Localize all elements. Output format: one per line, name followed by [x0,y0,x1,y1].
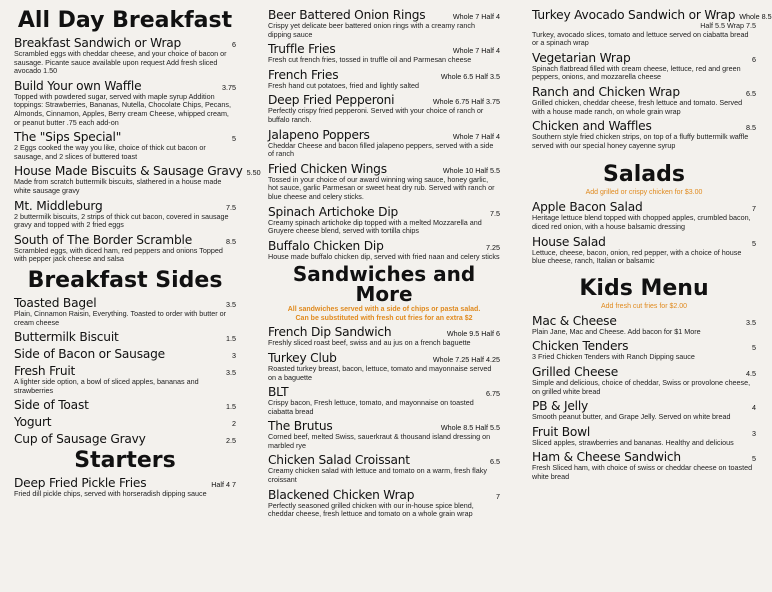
menu-item [268,325,500,348]
menu-item-name: Build Your own Waffle [14,78,142,93]
menu-item-row [268,68,500,82]
sides-list [14,296,236,446]
menu-item-row [14,79,236,93]
menu-item-price: 6.75 [486,389,500,399]
menu-item-row [532,314,756,328]
menu-item-row [532,119,756,133]
menu-item-name: Spinach Artichoke Dip [268,204,399,219]
menu-item-price: 2.5 [226,436,236,446]
menu-item [14,296,236,327]
breakfast-title: All Day Breakfast [17,8,233,33]
menu-item-description: Simple and delicious, choice of cheddar, Swiss or provolone cheese, on grilled white bread [532,377,751,396]
menu-item-name: Chicken Tenders [532,339,629,354]
menu-item-row [268,205,500,219]
menu-item-price: Half 4 7 [211,480,236,490]
menu-item-name: Buffalo Chicken Dip [268,238,384,253]
menu-item-price: 3.5 [226,299,236,309]
menu-item-description: A lighter side option, a bowl of sliced apples, bananas and strawberries [14,377,199,395]
menu-item-name: Breakfast Sandwich or Wrap [14,36,182,50]
menu-item-description: Tossed in your choice of our award winning wing sauce, honey garlic, hot sauce, garlic Parmesan or sweet heat dry rub. Served with ranch or blue cheese and celery sticks. [268,174,495,201]
menu-item-description: 3 Fried Chicken Tenders with Ranch Dipping sauce [532,352,695,362]
menu-item-description: Fresh Sliced ham, with choice of swiss or cheddar cheese on toasted white bread [532,463,753,481]
menu-item-row [14,233,236,247]
menu-item-name: Deep Fried Pepperoni [268,93,395,108]
menu-item-price: 6.5 [746,88,756,98]
menu-item-name: French Dip Sandwich [268,325,392,340]
menu-item-price: Whole 8.5 Half 5.5 [440,423,500,433]
menu-item [268,162,500,202]
menu-item-description: Fried dill pickle chips, served with horseradish dipping sauce [14,489,207,499]
menu-item [14,79,236,127]
sides-title: Breakfast Sides [27,267,223,293]
menu-item [268,205,500,236]
menu-item [532,314,756,337]
menu-item-row [14,432,236,446]
column-right [532,8,772,484]
menu-item [532,85,756,116]
sandwiches-note-sides: All sandwiches served with a side of chips or pasta salad. [287,306,481,314]
menu-item-row [14,415,236,429]
menu-item-description: Corned beef, melted Swiss, sauerkraut & thousand island dressing on marbled rye [268,432,491,450]
menu-item-price: Whole 10 Half 5.5 [442,165,500,175]
menu-item-price: 3.5 [746,317,756,327]
menu-item-name: Turkey Avocado Sandwich or Wrap [532,8,736,22]
menu-item [268,239,500,262]
menu-item-description: Smooth peanut butter, and Grape Jelly. Served on white bread [532,412,731,422]
menu-item-name: Fried Chicken Wings [268,161,387,176]
menu-item-name: Side of Bacon or Sausage [14,347,165,362]
menu-item-name: Apple Bacon Salad [532,200,643,215]
menu-item-description: Perfectly seasoned grilled chicken with our in-house spice blend, cheddar cheese, fresh lettuce and tomato on a whole grain wrap [268,500,474,519]
menu-item-name: Mt. Middleburg [14,198,103,213]
menu-item-description: 2 buttermilk biscuits, 2 strips of thick cut bacon, covered in sausage gravy and topped with 2 fried eggs [14,211,229,230]
menu-item-name: Grilled Cheese [532,364,618,379]
menu-item-row [532,8,772,22]
menu-item-description: Scrambled eggs, with diced ham, red peppers and onions Topped with pepper jack cheese and salsa [14,245,223,264]
sandwiches-list-a [268,325,500,519]
menu-item-price: 5 [232,134,236,144]
menu-item [14,364,236,395]
column-left [14,8,261,502]
menu-item [14,398,236,412]
menu-item-name: PB & Jelly [532,399,589,414]
menu-item-description: 2 Eggs cooked the way you like, choice of thick cut bacon or sausage, and 2 slices of buttered toast [14,143,206,161]
menu-item-description: Lettuce, cheese, bacon, onion, red pepper, with a choice of house blue cheese, ranch, Italian or balsamic [532,247,742,266]
menu-item [268,419,500,450]
menu-item-price: Whole 6.5 Half 3.5 [440,71,500,81]
menu-item [14,199,236,230]
menu-item-row [532,85,756,99]
menu-item-description: Perfectly crispy fried pepperoni. Served with your choice of ranch or buffalo ranch. [268,106,484,124]
menu-item-price: 6.5 [490,457,500,467]
menu-item-description: Creamy spinach artichoke dip topped with a melted Mozzarella and Gruyere cheese blend, served with tortilla chips [268,217,482,236]
menu-item [532,399,756,422]
menu-item-name: The Brutus [268,419,333,434]
menu-item-description: Plain, Cinnamon Raisin, Everything. Toasted to order with butter or cream cheese [14,308,227,327]
menu-item-row [14,330,236,344]
menu-item-description: Turkey, avocado slices, tomato and lettuce served on ciabatta bread or a spinach wrap [532,29,749,48]
menu-item-row [532,339,756,353]
menu-item-name: Toasted Bagel [14,295,97,310]
menu-item-row [268,385,500,399]
menu-item-name: Deep Fried Pickle Fries [14,476,147,491]
menu-item-description: Spinach flatbread filled with cream cheese, lettuce, red and green peppers, onions, and mozzarella cheese [532,63,741,82]
menu-item-name: Blackened Chicken Wrap [268,487,415,502]
menu-item-price: 6 [232,40,236,49]
menu-item-name: Yogurt [14,415,52,430]
menu-item-name: House Salad [532,234,606,249]
menu-item [268,351,500,382]
menu-item-row [14,296,236,310]
menu-item-description: Roasted turkey breast, bacon, lettuce, tomato and mayonnaise served on a baguette [268,363,492,382]
menu-item-price: 4 [752,403,756,413]
menu-item-row [268,93,500,107]
menu-item-price: 3.5 [226,368,236,378]
menu-item-row [268,325,500,339]
menu-item-price: Whole 8.5 [739,12,772,21]
menu-item [268,385,500,416]
menu-item-row [532,399,756,413]
menu-item-row [14,398,236,412]
menu-item-price: 8.5 [226,236,236,246]
menu-item-description: Made from scratch buttermilk biscuits, slathered in a house made white sausage gravy [14,177,222,195]
menu-item [14,130,236,161]
menu-item [268,93,500,124]
menu-item-description: Sliced apples, strawberries and bananas. Healthy and delicious [532,437,734,447]
menu-item-name: French Fries [268,67,339,82]
menu-item [532,450,756,481]
salads-title: Salads [603,162,685,188]
menu-item-row [14,476,236,490]
menu-item-description: Crispy yet delicate beer battered onion rings with a creamy ranch dipping sauce [268,21,475,39]
menu-item-name: Fruit Bowl [532,424,591,439]
menu-item-name: Side of Toast [14,398,89,413]
menu-item-description: Heritage lettuce blend topped with chopped apples, crumbled bacon, diced red onion, with a house balsamic dressing [532,213,751,231]
menu-item-name: Fresh Fruit [14,364,76,379]
menu-item-description: Grilled chicken, cheddar cheese, fresh lettuce and tomato. Served with a house made ranch, on whole grain wrap [532,97,743,116]
menu-item-price: Whole 7 Half 4 [452,46,500,56]
menu-item [268,8,500,39]
menu-item-name: The "Sips Special" [14,130,122,145]
menu-item-price: 5 [752,238,756,248]
menu-item [532,200,756,231]
sandwiches-note-fries: Can be substituted with fresh cut fries for an extra $2 [295,315,473,323]
menu-item-row [14,364,236,378]
menu-item-price: 3 [752,428,756,438]
menu-item-price: 5 [752,454,756,464]
menu-item-description: Topped with powdered sugar, served with maple syrup Addition toppings: Strawberries, Bananas, Nutella, Chocolate Chips, Pecans, Almonds, Cinnamon, Apples, Berry cream Cheese, whipped cream, or peanut butter .75 each add-on [14,91,231,127]
sandwiches-list-b [532,8,772,150]
menu-item [268,488,500,519]
menu-item-name: South of The Border Scramble [14,232,192,247]
menu-item-row [532,235,756,249]
menu-item-description: Cheddar Cheese and bacon filled jalapeno peppers, served with a side of ranch [268,140,494,159]
menu-item-price: 7 [496,491,500,501]
menu-item-name: Ranch and Chicken Wrap [532,84,680,99]
starters-list-a [14,476,236,499]
menu-item-price: 5 [752,343,756,353]
menu-item-row [268,488,500,502]
menu-item [532,235,756,266]
menu-item-name: Mac & Cheese [532,313,617,328]
menu-item-name: BLT [268,385,289,400]
menu-item-name: Buttermilk Biscuit [14,330,119,345]
menu-item-description: Crispy bacon, Fresh lettuce, tomato, and mayonnaise on toasted ciabatta bread [268,398,474,416]
menu-item [532,425,756,448]
menu-item [14,233,236,264]
menu-item-name: Ham & Cheese Sandwich [532,450,681,465]
menu-item-price: 3 [232,351,236,361]
menu-item-name: House Made Biscuits & Sausage Gravy [14,164,243,179]
menu-item-price: 2 [232,419,236,429]
menu-item-row [268,8,500,22]
menu-item-price: Whole 9.5 Half 6 [446,329,500,339]
menu-item-description: Plain Jane, Mac and Cheese. Add bacon for $1 More [532,326,701,336]
menu-item-price: 1.5 [226,402,236,412]
menu-item-price: 7.5 [226,202,236,212]
kids-list [532,314,756,482]
menu-item [532,339,756,362]
menu-item-name: Jalapeno Poppers [268,127,370,142]
menu-item-name: Beer Battered Onion Rings [268,8,426,22]
starters-list-b [268,8,500,261]
kids-title: Kids Menu [579,275,709,301]
menu-item-price: 6 [752,54,756,64]
menu-item-row [532,365,756,379]
menu-item-row [268,42,500,56]
menu-item-row [14,347,236,361]
menu-item [14,164,261,195]
menu-item-price: 8.5 [746,123,756,133]
starters-title: Starters [74,448,176,474]
menu-item [532,119,756,150]
menu-item-row [14,164,261,179]
menu-item-name: Truffle Fries [268,42,336,57]
menu-item-name: Turkey Club [268,350,337,365]
menu-item-row [532,51,756,65]
menu-item [532,8,772,48]
menu-item-price: 5.50 [246,168,261,178]
menu-item-price: Whole 7 Half 4 [452,131,500,141]
menu-item-extra-price: Half 5.5 Wrap 7.5 [700,21,756,30]
menu-item-price: 7.25 [486,242,500,252]
menu-item-description: Southern style fried chicken strips, on top of a fluffy buttermilk waffle served with our special honey cayenne syrup [532,132,749,150]
sandwiches-title: Sandwiches and More [292,262,476,307]
menu-item-price: 7.5 [490,208,500,218]
menu-item-row [532,425,756,439]
menu-item-name: Vegetarian Wrap [532,50,631,65]
menu-item [14,432,236,446]
menu-item-price: 4.5 [746,368,756,378]
menu-item [268,42,500,65]
menu-item-description: Fresh cut french fries, tossed in truffle oil and Parmesan cheese [268,55,472,65]
menu-item-price: 7 [752,204,756,214]
menu-item [14,476,236,499]
menu-item [14,347,236,361]
menu-item-description: House made buffalo chicken dip, served with fried naan and celery sticks [268,251,500,261]
menu-item-price: 3.75 [222,82,236,92]
kids-note: Add fresh cut fries for $2.00 [601,302,687,310]
menu-item [268,68,500,91]
menu-item-price: Whole 6.75 Half 3.75 [432,97,500,107]
menu-item-row [532,450,756,464]
menu-item [268,453,500,484]
menu-item-description: Creamy chicken salad with lettuce and tomato on a warm, fresh flaky croissant [268,466,487,485]
menu-item-name: Chicken and Waffles [532,119,652,134]
menu-item [532,51,756,82]
menu-item-name: Chicken Salad Croissant [268,453,410,468]
menu-item [14,330,236,344]
menu-item-row [532,200,756,214]
menu-item [14,36,236,76]
menu-item-price: Whole 7 Half 4 [452,12,500,21]
menu-item [268,128,500,159]
menu-item-name: Cup of Sausage Gravy [14,432,146,447]
menu-item [532,365,756,396]
menu-item-row [268,419,500,433]
menu-item-price: Whole 7.25 Half 4.25 [432,354,500,364]
menu-item-description: Freshly sliced roast beef, swiss and au jus on a french baguette [268,338,471,348]
menu-item [14,415,236,429]
menu-item-description: Scrambled eggs with cheddar cheese, and your choice of bacon or sausage. Picante sauce available upon request Add fresh sliced avocado 1.50 [14,49,227,76]
column-middle [268,8,500,522]
menu-item-price: 1.5 [226,334,236,344]
breakfast-list [14,36,261,264]
menu-item-row [268,453,500,467]
menu-item-row [268,351,500,365]
menu-item-row [14,199,236,213]
menu-item-row [268,162,500,176]
menu-item-row [268,128,500,142]
salads-list [532,200,756,265]
menu-item-description: Fresh hand cut potatoes, fried and lightly salted [268,80,420,90]
menu-item-row [268,239,500,253]
menu-item-row [14,36,236,50]
salads-note: Add grilled or crispy chicken for $3.00 [585,189,703,197]
menu-item-row [14,130,236,144]
